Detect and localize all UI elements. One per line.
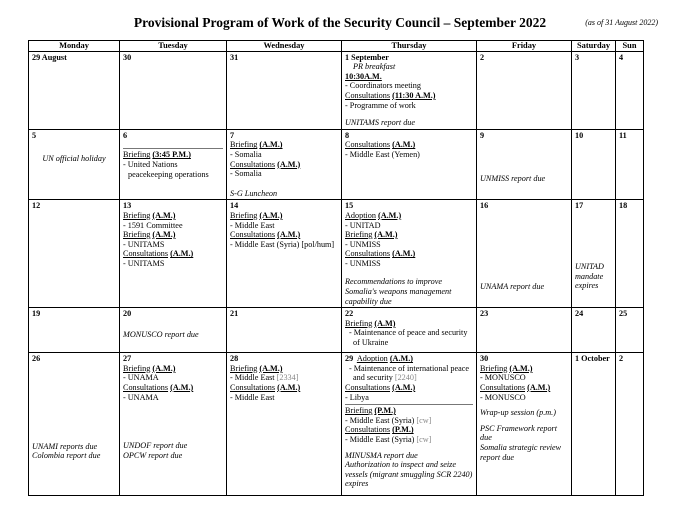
date-number: 3	[575, 52, 580, 62]
event-item: - UNMISS	[345, 239, 381, 249]
event-time: (A.M.)	[152, 210, 176, 220]
event-item: - UNITAD	[345, 220, 381, 230]
event-item: - Middle East	[230, 392, 275, 402]
header-monday: Monday	[29, 41, 120, 52]
event-item: - Middle East (Syria) [pol/hum]	[230, 239, 335, 249]
day-cell	[342, 308, 477, 353]
date-number: 2	[619, 354, 624, 364]
week-row-1	[29, 51, 644, 129]
day-cell	[120, 353, 227, 496]
day-cell	[616, 129, 644, 200]
event-item: - UNMISS	[345, 258, 381, 268]
event-type: Consultations	[345, 383, 391, 393]
day-cell	[342, 129, 477, 200]
report-note: UNDOF report due	[123, 441, 188, 451]
day-cell	[342, 51, 477, 129]
tag: [cw]	[416, 435, 432, 444]
event-item: - Maintenance of peace and security of Ukraine	[349, 328, 468, 348]
day-cell	[477, 353, 572, 496]
week-row-3	[29, 200, 644, 308]
event-item: - Somalia	[230, 169, 262, 179]
date-number: 26	[32, 354, 41, 364]
event-type: Adoption	[356, 354, 388, 364]
event-type: Consultations	[123, 249, 169, 259]
event-type: Briefing	[230, 210, 258, 220]
event-time: (A.M)	[374, 318, 396, 328]
day-cell	[342, 200, 477, 308]
day-cell	[120, 129, 227, 200]
event-time: (A.M.)	[259, 140, 283, 150]
event-type: Consultations	[480, 383, 526, 393]
week-row-2	[29, 129, 644, 200]
day-cell	[572, 200, 616, 308]
date-number: 7	[230, 130, 235, 140]
date-number: 24	[575, 309, 584, 319]
event-time: (A.M.)	[152, 363, 176, 373]
holiday-note: UN official holiday	[42, 154, 106, 164]
header-friday: Friday	[477, 41, 572, 52]
day-cell	[572, 308, 616, 353]
day-cell	[477, 308, 572, 353]
date-number: 29 August	[32, 52, 67, 62]
day-cell	[227, 308, 342, 353]
date-number: 6	[123, 130, 128, 140]
day-cell	[29, 200, 120, 308]
header-tuesday: Tuesday	[120, 41, 227, 52]
report-note: Somalia strategic review report due	[480, 443, 562, 462]
event-type: Briefing	[345, 230, 373, 240]
header-wednesday: Wednesday	[227, 41, 342, 52]
report-note: Colombia report due	[32, 451, 101, 461]
date-number: 29	[345, 354, 354, 364]
event-type: Briefing	[345, 406, 373, 416]
event-item: - Middle East (Syria)	[345, 435, 415, 444]
event-type: Briefing	[123, 230, 151, 240]
event-title: PR breakfast	[353, 62, 396, 72]
date-number: 22	[345, 309, 354, 319]
resolution-tag: [2240]	[394, 373, 417, 383]
event-time: 10:30A.M.	[345, 71, 382, 81]
date-number: 10	[575, 130, 584, 140]
event-item: - UNAMA	[123, 392, 159, 402]
date-number: 13	[123, 201, 132, 211]
day-cell	[227, 200, 342, 308]
day-cell	[227, 51, 342, 129]
event-item: - UNAMA	[123, 373, 159, 383]
expiry-note: Authorization to inspect and seize vessels (migrant smuggling SCR 2240) expires	[345, 460, 473, 489]
day-cell	[616, 353, 644, 496]
event-time: (A.M.)	[170, 383, 194, 393]
event-time: (A.M.)	[389, 354, 414, 364]
session-note: Wrap-up session (p.m.)	[480, 408, 556, 418]
event-time: (3:45 P.M.)	[152, 150, 191, 160]
date-number: 16	[480, 201, 489, 211]
event-item: - Middle East (Yemen)	[345, 149, 420, 159]
event-time: (A.M.)	[277, 383, 301, 393]
header-sunday: Sun	[616, 41, 644, 52]
event-time: (A.M.)	[152, 230, 176, 240]
luncheon-note: S-G Luncheon	[230, 188, 278, 198]
day-cell	[477, 51, 572, 129]
event-type: Adoption	[345, 210, 376, 220]
event-item: - UNITAMS	[123, 258, 165, 268]
report-note: UNAMA report due	[480, 281, 545, 291]
event-time: (A.M.)	[392, 383, 416, 393]
week-row-4	[29, 308, 644, 353]
event-type: Briefing	[230, 140, 258, 150]
report-note: OPCW report due	[123, 450, 183, 460]
as-of-date: (as of 31 August 2022)	[585, 18, 658, 27]
event-time: (A.M.)	[259, 210, 283, 220]
event-item: - Programme of work	[345, 100, 416, 110]
event-time: (A.M.)	[377, 210, 402, 220]
event-type: Consultations	[230, 159, 276, 169]
date-number: 28	[230, 354, 239, 364]
date-number: 12	[32, 201, 41, 211]
event-time: (P.M.)	[392, 425, 414, 435]
date-number: 19	[32, 309, 41, 319]
date-number: 1 September	[345, 52, 389, 62]
report-note: UNAMI reports due	[32, 441, 98, 451]
day-cell	[342, 353, 477, 496]
day-cell	[616, 200, 644, 308]
report-note: PSC Framework report due	[480, 423, 558, 443]
date-number: 15	[345, 201, 354, 211]
event-item: - 1591 Committee	[123, 220, 183, 230]
event-type: Consultations	[230, 383, 276, 393]
date-number: 8	[345, 130, 350, 140]
divider	[123, 148, 223, 149]
event-item: - Coordinators meeting	[345, 81, 421, 91]
divider	[345, 404, 473, 405]
event-type: Briefing	[123, 210, 151, 220]
day-cell	[120, 308, 227, 353]
event-time: (A.M.)	[392, 140, 416, 150]
date-number: 20	[123, 309, 132, 319]
event-type: Consultations	[345, 140, 391, 150]
day-cell	[227, 129, 342, 200]
report-note: UNMISS report due	[480, 174, 546, 184]
event-type: Consultations	[123, 383, 169, 393]
date-number: 18	[619, 201, 628, 211]
report-note: MINUSMA report due	[345, 450, 418, 460]
event-type: Briefing	[123, 150, 151, 160]
event-time: (A.M.)	[170, 249, 194, 259]
date-number: 25	[619, 309, 628, 319]
day-cell	[616, 308, 644, 353]
date-number: 2	[480, 52, 485, 62]
date-number: 31	[230, 52, 239, 62]
day-cell	[29, 308, 120, 353]
tag: [cw]	[416, 415, 432, 425]
event-item: - Middle East	[230, 373, 275, 383]
calendar-table	[28, 40, 644, 496]
event-item: - Somalia	[230, 149, 262, 159]
event-type: Consultations	[345, 425, 391, 435]
event-time: (A.M.)	[527, 383, 551, 393]
day-cell	[572, 51, 616, 129]
event-time: (A.M.)	[259, 363, 283, 373]
page-title: Provisional Program of Work of the Security Council – September 2022	[133, 15, 547, 30]
date-number: 17	[575, 201, 584, 211]
resolution-tag: [2334]	[276, 373, 299, 383]
date-number: 11	[619, 130, 627, 140]
event-item: - Libya	[345, 392, 369, 402]
event-type: Briefing	[230, 363, 258, 373]
date-number: 9	[480, 130, 485, 140]
event-time: (A.M.)	[374, 230, 398, 240]
date-number: 5	[32, 130, 37, 140]
date-number: 27	[123, 354, 132, 364]
event-type: Briefing	[480, 363, 508, 373]
day-cell	[29, 353, 120, 496]
event-time: (A.M.)	[392, 249, 416, 259]
date-number: 14	[230, 201, 239, 211]
event-time: (11:30 A.M.)	[392, 90, 436, 100]
event-type: Consultations	[230, 230, 276, 240]
day-cell	[477, 129, 572, 200]
date-number: 1 October	[575, 354, 610, 364]
date-number: 23	[480, 309, 489, 319]
event-time: (A.M.)	[277, 230, 301, 240]
weekday-header-row	[29, 41, 644, 52]
day-cell	[477, 200, 572, 308]
event-time: (A.M.)	[277, 159, 301, 169]
day-cell	[227, 353, 342, 496]
header-thursday: Thursday	[342, 41, 477, 52]
event-item: - UNITAMS	[123, 239, 165, 249]
event-type: Consultations	[345, 249, 391, 259]
mandate-note: UNITAD mandate expires	[575, 261, 604, 291]
day-cell	[572, 129, 616, 200]
event-time: (P.M.)	[374, 406, 396, 416]
event-item: - Middle East (Syria)	[345, 415, 415, 425]
event-item: - Maintenance of international peace and security	[349, 363, 470, 383]
day-cell	[29, 129, 120, 200]
date-number: 30	[480, 354, 489, 364]
date-number: 4	[619, 52, 624, 62]
day-cell	[29, 51, 120, 129]
event-item: - Middle East	[230, 220, 275, 230]
day-cell	[120, 51, 227, 129]
day-cell	[616, 51, 644, 129]
report-note: Recommendations to improve Somalia's weapons management capability due	[345, 277, 452, 306]
event-time: (A.M.)	[509, 363, 533, 373]
date-number: 21	[230, 309, 239, 319]
event-type: Briefing	[123, 363, 151, 373]
event-type: Briefing	[345, 318, 373, 328]
event-type: Consultations	[345, 90, 391, 100]
day-cell	[120, 200, 227, 308]
date-number: 30	[123, 52, 132, 62]
event-item: - MONUSCO	[480, 392, 526, 402]
event-item: - MONUSCO	[480, 373, 526, 383]
day-cell	[572, 353, 616, 496]
week-row-5	[29, 353, 644, 496]
report-note: MONUSCO report due	[123, 329, 199, 339]
header-saturday: Saturday	[572, 41, 616, 52]
report-note: UNITAMS report due	[345, 118, 416, 128]
event-item: - United Nations	[123, 159, 178, 169]
event-item: peacekeeping operations	[128, 169, 209, 179]
